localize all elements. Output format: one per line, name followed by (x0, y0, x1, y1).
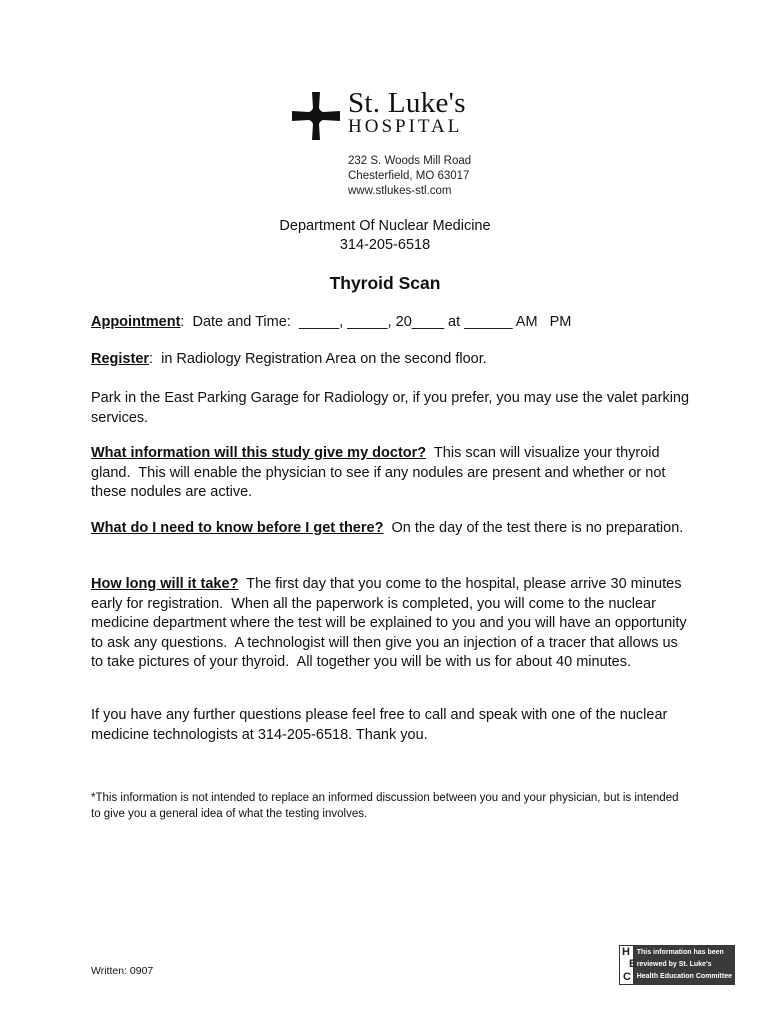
department-name: Department Of Nuclear Medicine (279, 218, 491, 234)
badge-line: reviewed by St. Luke's (636, 961, 712, 968)
badge-line: Health Education Committee (636, 973, 732, 980)
disclaimer: *This information is not intended to replace an informed discussion between you and your physician, but is intended to give you a general idea of what the testing involves. (91, 792, 679, 820)
badge-text (634, 945, 735, 985)
department-phone: 314-205-6518 (339, 237, 431, 253)
preparation-paragraph (91, 519, 691, 539)
register-line (91, 350, 691, 370)
appointment-line (91, 313, 691, 333)
hospital-address (348, 154, 471, 199)
parking-paragraph: Park in the East Parking Garage for Radiology or, if you prefer, you may use the valet parking services. (91, 390, 690, 426)
document-title: Thyroid Scan (329, 273, 441, 293)
hospital-name: St. Luke's (348, 87, 466, 119)
duration-text: The first day that you come to the hospital, please arrive 30 minutes early for registration. When all the paperwork is completed, you will come to the nuclear medicine department where the test will be explained to you and you will have an opportunity to ask any questions. A technologist will then give you an injection of a tracer that allows us to take pictures of your thyroid. All together you will be with us for about 40 minutes. (91, 576, 691, 670)
review-badge (619, 945, 735, 985)
hospital-website: www.stlukes-stl.com (348, 185, 452, 197)
study-info-paragraph (91, 444, 691, 503)
department-block (0, 217, 770, 255)
hospital-subtitle: HOSPITAL (348, 116, 463, 137)
duration-paragraph (91, 575, 691, 673)
hospital-cross-icon (292, 92, 340, 140)
appointment-text: : Date and Time: _____, _____, 20____ at ______ AM PM (180, 314, 572, 330)
study-info-heading: What information will this study give my doctor? (91, 445, 427, 461)
duration-heading: How long will it take? (91, 576, 239, 592)
preparation-heading: What do I need to know before I get there? (91, 520, 384, 536)
preparation-text: On the day of the test there is no preparation. (383, 520, 684, 536)
questions-paragraph: If you have any further questions please feel free to call and speak with one of the nuclear medicine technologists at 314-205-6518. Thank you. (91, 707, 668, 743)
written-date: Written: 0907 (91, 965, 154, 977)
register-text: : in Radiology Registration Area on the second floor. (149, 351, 487, 367)
address-line: Chesterfield, MO 63017 (348, 170, 470, 182)
register-heading: Register (91, 351, 150, 367)
hec-logo-icon: H E C (619, 945, 634, 985)
appointment-heading: Appointment (91, 314, 181, 330)
hospital-logo (292, 87, 512, 142)
address-line: 232 S. Woods Mill Road (348, 155, 472, 167)
badge-line: This information has been (636, 949, 724, 956)
study-info-text: This scan will visualize your thyroid gland. This will enable the physician to see if any nodules are present and whether or not these nodules are active. (91, 445, 670, 500)
